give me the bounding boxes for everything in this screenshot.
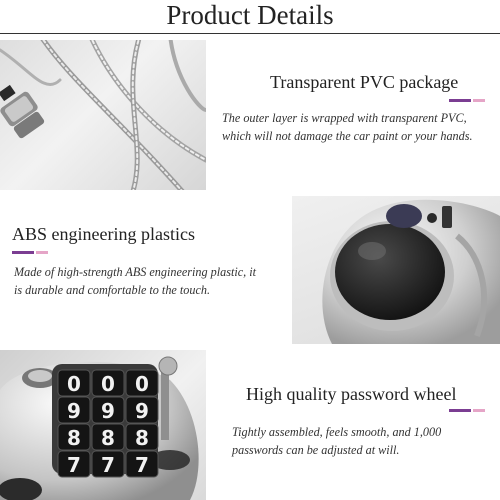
cow-lock-image [292,196,500,344]
heading-accent-bar [449,99,485,102]
wheel-digit[interactable]: 9 [135,399,149,423]
section-description-abs: Made of high-strength ABS engineering plastic, it is durable and comfortable to the touch. [14,265,257,297]
wheel-digit[interactable]: 0 [135,372,149,396]
heading-accent-bar [449,409,485,412]
wheel-digit[interactable]: 9 [101,399,115,423]
section-description-wheel: Tightly assembled, feels smooth, and 1,000 passwords can be adjusted at will. [232,425,442,457]
cable-photo [0,40,206,190]
wheel-digit[interactable]: 0 [67,372,81,396]
steel-cable-image [0,40,206,190]
page-title: Product Details [166,0,334,30]
lock-head-photo [292,196,500,344]
section-heading-abs: ABS engineering plastics [12,224,195,244]
wheel-digit[interactable]: 0 [101,372,115,396]
section-description-pvc: The outer layer is wrapped with transparent PVC, which will not damage the car paint or your hands. [222,111,473,143]
wheel-digit[interactable]: 8 [101,426,115,450]
wheel-digit[interactable]: 7 [135,453,149,477]
section-heading-pvc: Transparent PVC package [270,72,459,92]
wheel-digit[interactable]: 7 [101,453,115,477]
wheel-digit[interactable]: 8 [67,426,81,450]
wheel-digit[interactable]: 7 [67,453,81,477]
password-wheel-photo [0,350,206,500]
section-heading-wheel: High quality password wheel [246,384,457,404]
combination-lock-image [0,350,206,500]
wheel-digit-grid [58,370,158,477]
title-divider [0,33,500,34]
wheel-digit[interactable]: 9 [67,399,81,423]
heading-accent-bar [12,251,48,254]
wheel-digit[interactable]: 8 [135,426,149,450]
